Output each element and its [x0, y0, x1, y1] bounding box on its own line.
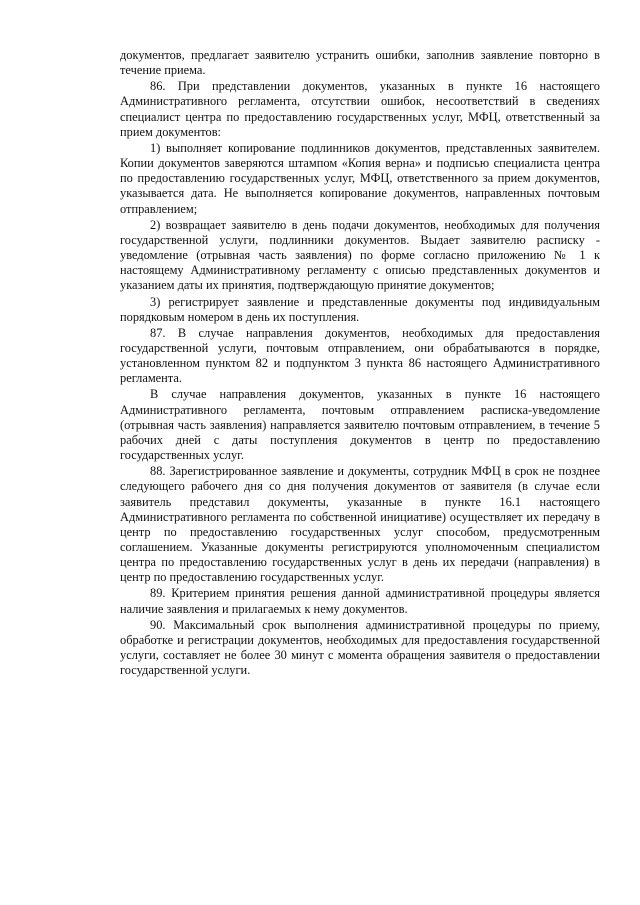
paragraph-86-item-1: 1) выполняет копирование подлинников документов, представленных заявителем. Копии документов заверяются штампом «Копия верна» и подписью специалиста центра по предоставлению государственных услуг, МФЦ, ответственного за прием документов, указывается дата. Не выполняется копирование документов, направленных почтовым отправлением;	[120, 140, 600, 216]
paragraph-90: 90. Максимальный срок выполнения административной процедуры по приему, обработке и регистрации документов, необходимых для предоставления государственной услуги, составляет не более 30 минут с момента обращения заявителя о предоставлении государственной услуги.	[120, 617, 600, 678]
paragraph-89: 89. Критерием принятия решения данной административной процедуры является наличие заявления и прилагаемых к нему документов.	[120, 586, 600, 616]
paragraph-87: 87. В случае направления документов, необходимых для предоставления государственной услуги, почтовым отправлением, они обрабатываются в порядке, установленном пунктом 82 и подпунктом 3 пункта 86 настоящего Административного регламента.	[120, 325, 600, 386]
paragraph-86-item-2: 2) возвращает заявителю в день подачи документов, необходимых для получения государственной услуги, подлинники документов. Выдает заявителю расписку - уведомление (отрывная часть заявления) по форме согласно приложению № 1 к настоящему Административному регламенту с описью представленных документов и указанием даты их принятия, подтверждающую принятие документов;	[120, 217, 600, 293]
paragraph-86-item-3: 3) регистрирует заявление и представленные документы под индивидуальным порядковым номером в день их поступления.	[120, 294, 600, 324]
paragraph-86: 86. При представлении документов, указанных в пункте 16 настоящего Административного регламента, отсутствии ошибок, несоответствий в сведениях специалист центра по предоставлению государственных услуг, МФЦ, ответственный за прием документов:	[120, 79, 600, 139]
paragraph-87-part-2: В случае направления документов, указанных в пункте 16 настоящего Административного регламента, почтовым отправлением расписка-уведомление (отрывная часть заявления) направляется заявителю почтовым отправлением, в течение 5 рабочих дней с даты поступления документов в центр по предоставлению государственных услуг.	[120, 387, 600, 463]
paragraph-88: 88. Зарегистрированное заявление и документы, сотрудник МФЦ в срок не позднее следующего рабочего дня со дня получения документов от заявителя (в случае если заявитель представил документы, указанные в пункте 16.1 настоящего Административного регламента по собственной инициативе) осуществляет их передачу в центр по предоставлению государственных услуг способом, предусмотренным соглашением. Указанные документы регистрируются уполномоченным специалистом центра по предоставлению государственных услуг в день их передачи (направления) в центр по предоставлению государственных услуг.	[120, 464, 600, 585]
paragraph-continuation: документов, предлагает заявителю устранить ошибки, заполнив заявление повторно в течение приема.	[120, 48, 600, 78]
